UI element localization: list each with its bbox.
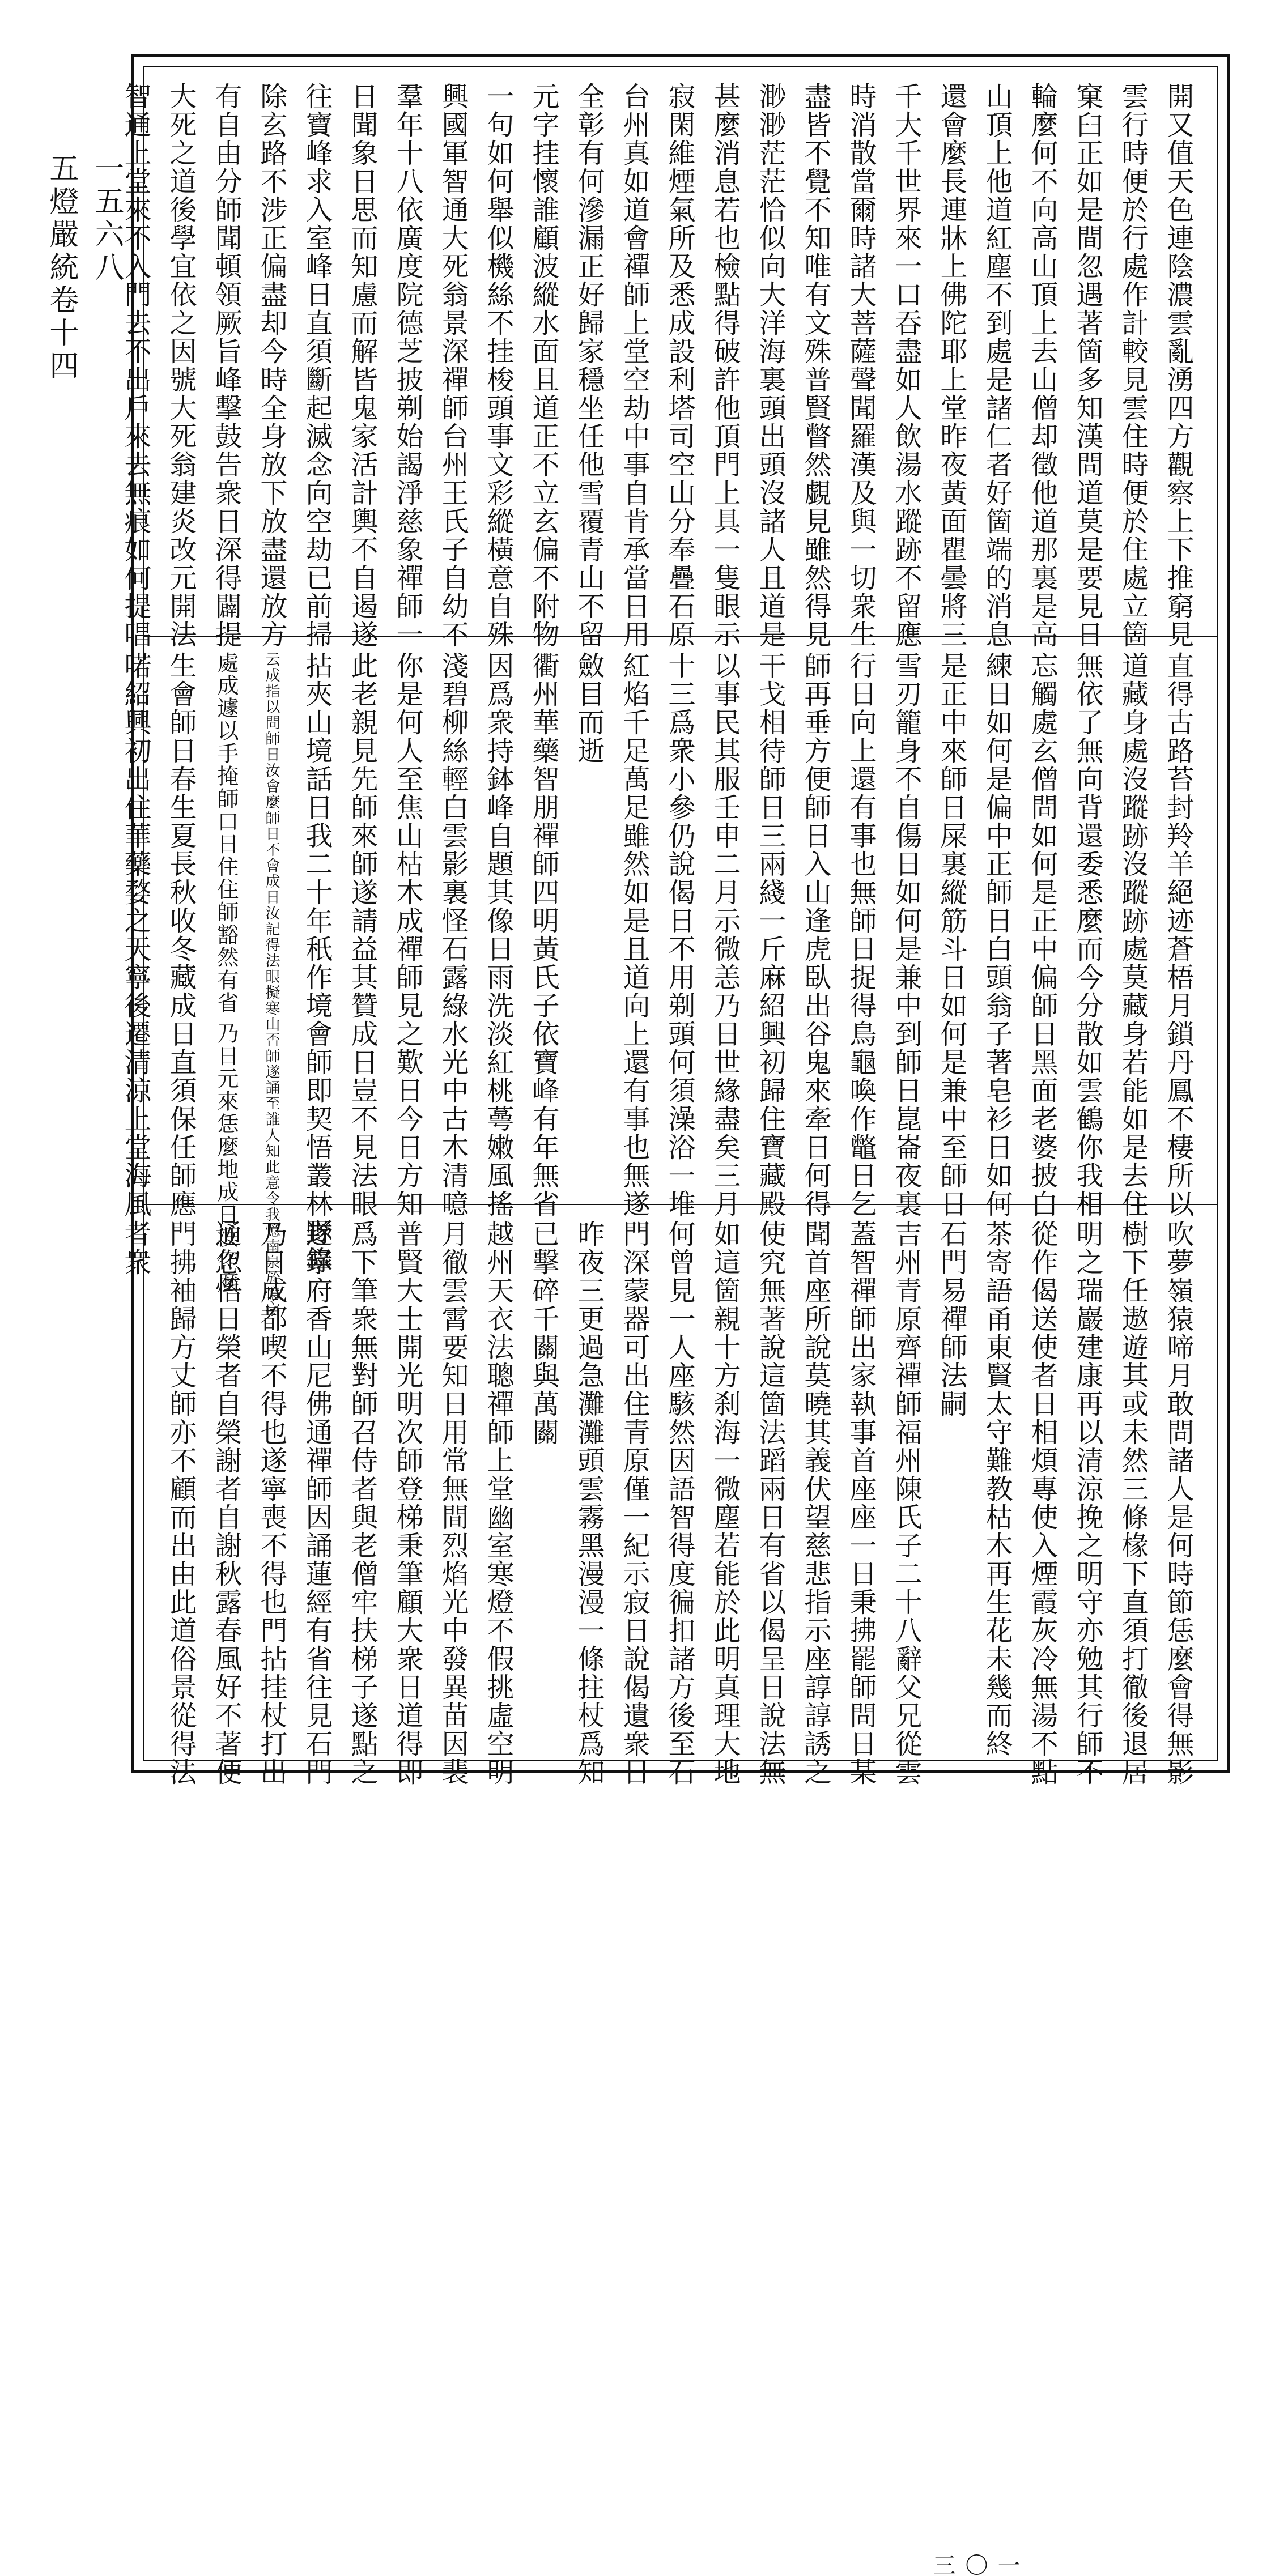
text-column: 行日向上還有事也無師日捉得鳥龜喚作鼈日乞 xyxy=(845,652,877,1218)
text-column: 遂寧府香山尼佛通禪師因誦蓮經有省往見石門 xyxy=(301,1220,333,1786)
text-column: 喏紹興初出住華藥婺之天寧後遷清涼上堂海風 xyxy=(120,652,151,1218)
text-column: 盡皆不覺不知唯有文殊普賢瞥然覷見雖然得見 xyxy=(800,82,831,649)
text-column: 從作偈送使者日相煩專使入煙霞灰冷無湯不點 xyxy=(1026,1220,1058,1786)
text-column: 吉州青原齊禪師福州陳氏子二十八辭父兄從雲 xyxy=(890,1220,922,1786)
text-column: 干戈相待師日三兩綫一斤麻紹興初歸住寶藏殿 xyxy=(754,652,786,1218)
text-column: 台州真如道會禪師上堂空劫中事自肯承當日用 xyxy=(618,82,650,649)
text-column: 此老親見先師來師遂請益其贊成日豈不見法眼 xyxy=(346,652,378,1218)
text-column: 往寶峰求入室峰日直須斷起滅念向空劫已前掃 xyxy=(301,82,333,649)
register-bottom xyxy=(120,1204,1217,2576)
text-column: 衢州華藥智朋禪師四明黃氏子依寶峰有年無省 xyxy=(528,652,559,1218)
text-column: 已擊碎千關與萬關 xyxy=(528,1220,559,1446)
text-column: 使究無著說這箇法蹈兩日有省以偈呈日說法無 xyxy=(754,1220,786,1786)
text-column: 甚麼消息若也檢點得破許他頂門上具一隻眼示 xyxy=(709,82,741,649)
text-column: 窠臼正如是間忽遇著箇多知漢問道莫是要見日 xyxy=(1072,82,1103,649)
text-column: 通忽悟日榮者自榮謝者自謝秋露春風好不著便 xyxy=(210,1220,242,1786)
text-column: 如這箇親十方刹海一微塵若能於此明真理大地 xyxy=(709,1220,741,1786)
text-column: 茶寄語甬東賢太守難教枯木再生花未幾而終 xyxy=(981,1220,1013,1758)
text-column: 爲下筆衆無對師召侍者與老僧牢扶梯子遂點之 xyxy=(346,1220,378,1786)
text-column: 練日如何是偏中正師日白頭翁子著皂衫日如何 xyxy=(981,652,1013,1218)
text-column: 乃日成都喫不得也遂寧喪不得也門拈挂杖打出 xyxy=(256,1220,287,1786)
text-column: 蓋智禪師出家執事首座座一日秉拂罷師問日某 xyxy=(845,1220,877,1786)
text-column: 明之瑞巖建康再以清涼挽之明守亦勉其行師不 xyxy=(1072,1220,1103,1786)
text-column: 一句如何舉似機絲不挂梭頭事文彩縱橫意自殊 xyxy=(482,82,514,649)
text-column: 有自由分師聞頓領厥旨峰擊鼓告衆日深得闢提 xyxy=(210,82,242,649)
text-columns xyxy=(120,82,1201,649)
text-column: 元字挂懷誰顧波縱水面且道正不立玄偏不附物 xyxy=(528,82,559,649)
text-column: 昨夜三更過急灘灘頭雲霧黑漫漫一條拄杖爲知 xyxy=(573,1220,605,1786)
text-column: 何曾見一人座駭然因語智得度徧扣諸方後至石 xyxy=(664,1220,695,1786)
text-columns xyxy=(120,1220,1201,1786)
text-column: 輪麼何不向高山頂上去山僧却徵他道那裏是高 xyxy=(1026,82,1058,649)
text-column: 直得古路苔封羚羊絕迹蒼梧月鎖丹鳳不棲所以 xyxy=(1162,652,1194,1218)
page-number: 一五六八 xyxy=(90,153,124,284)
text-column: 時消散當爾時諸大菩薩聲聞羅漢及與一切衆生 xyxy=(845,82,877,649)
text-column: 渺渺茫茫恰似向大洋海裏頭出頭沒諸人且道是 xyxy=(754,82,786,649)
text-column: 道藏身處沒蹤跡沒蹤跡處莫藏身若能如是去住 xyxy=(1117,652,1149,1218)
text-column: 雪刃籠身不自傷日如何是兼中到師日崑崙夜裏 xyxy=(890,652,922,1218)
text-column: 十三爲衆小參仍說偈日不用剃頭何須澡浴一堆 xyxy=(664,652,695,1218)
text-column: 月徹雲霄要知日用常無間烈焰光中發異苗因裴 xyxy=(437,1220,469,1786)
text-column: 全彰有何滲漏正好歸家穩坐任他雪覆青山不留 xyxy=(573,82,605,649)
text-column: 淺碧柳絲輕白雲影裏怪石露綠水光中古木清噫 xyxy=(437,652,469,1218)
text-column: 千大千世界來一口吞盡如人飲湯水蹤跡不留應 xyxy=(890,82,922,649)
text-column: 智通上堂來不入門去不出戶來去無痕如何提唱 xyxy=(120,82,151,649)
text-column: 門拂袖歸方丈師亦不顧而出由此道俗景從得法 xyxy=(165,1220,197,1786)
text-column: 你是何人至焦山枯木成禪師見之歎日今日方知 xyxy=(392,652,423,1218)
page-frame xyxy=(120,54,1230,2576)
text-column: 還會麼長連牀上佛陀耶上堂昨夜黃面瞿曇將三 xyxy=(936,82,967,649)
text-column: 山頂上他道紅塵不到處是諸仁者好箇端的消息 xyxy=(981,82,1013,649)
text-column: 開又值天色連陰濃雲亂湧四方觀察上下推窮見 xyxy=(1162,82,1194,649)
text-column: 羣年十八依廣度院德芝披剃始謁淨慈象禪師一 xyxy=(392,82,423,649)
text-column: 無依了無向背還委悉麼而今分散如雲鶴你我相 xyxy=(1072,652,1103,1218)
text-column: 忘觸處玄僧問如何是正中偏師日黑面老婆披白 xyxy=(1026,652,1058,1218)
book-title: 五燈嚴統卷十四 xyxy=(44,153,78,383)
text-column: 是正中來師日屎裏縱筋斗日如何是兼中至師日 xyxy=(936,652,967,1218)
text-column: 寂閑維煙氣所及悉成設利塔司空山分奉疊石原 xyxy=(664,82,695,649)
text-column: 師再垂方便師日入山逢虎臥出谷鬼來牽日何得 xyxy=(800,652,831,1218)
text-column: 樹下任遨遊其或未然三條椽下直須打徹後退居 xyxy=(1117,1220,1149,1786)
text-block xyxy=(120,66,1218,2576)
text-column: 生會師日春生夏長秋收冬藏成日直須保任師應 xyxy=(165,652,197,1218)
text-column: 處成遽以手掩師口日住住師豁然有省 乃日元來恁麼地成日汝作麼 xyxy=(214,652,239,1295)
register-top xyxy=(120,67,1217,649)
text-column: 除玄路不涉正偏盡却今時全身放下放盡還放方 xyxy=(256,82,287,649)
text-column: 門深蒙器可出住青原僅一紀示寂日說偈遺衆日 xyxy=(618,1220,650,1786)
text-column: 因爲衆持鉢峰自題其像日雨洗淡紅桃蕚嫩風搖 xyxy=(482,652,514,1218)
text-column: 者衆 xyxy=(120,1220,151,1276)
text-column: 興國軍智通大死翁景深禪師台州王氏子自幼不 xyxy=(437,82,469,649)
text-column: 拈夾山境話日我二十年秖作境會師即契悟叢林野錄 xyxy=(301,652,333,1275)
text-column: 以事民其服壬申二月示微恙乃日世緣盡矣三月 xyxy=(709,652,741,1218)
text-column: 紅焰千足萬足雖然如是且道向上還有事也無遂 xyxy=(618,652,650,1218)
text-column: 聞首座所說莫曉其義伏望慈悲指示座諄諄誘之 xyxy=(800,1220,831,1786)
text-column: 普賢大士開光明次師登梯秉筆顧大衆日道得即 xyxy=(392,1220,423,1786)
text-column: 斂目而逝 xyxy=(573,652,605,765)
text-column: 石門易禪師法嗣 xyxy=(936,1220,967,1418)
text-column: 雲行時便於行處作計較見雲住時便於住處立箇 xyxy=(1117,82,1149,649)
text-column: 日聞象日思而知慮而解皆鬼家活計輿不自遏遂 xyxy=(346,82,378,649)
inner-page-number: 一〇三 xyxy=(929,2553,1020,2576)
text-column: 云成指以問師日汝會麼師日不會成日汝記得法眼擬寒山否師遂誦至誰人知此意令我憶南泉於憶字 xyxy=(263,652,280,1318)
text-column: 越州天衣法聰禪師上堂幽室寒燈不假挑虛空明 xyxy=(482,1220,514,1786)
text-column: 吹夢嶺猿啼月敢問諸人是何時節恁麼會得無影 xyxy=(1162,1220,1194,1786)
text-column: 大死之道後學宜依之因號大死翁建炎改元開法 xyxy=(165,82,197,649)
